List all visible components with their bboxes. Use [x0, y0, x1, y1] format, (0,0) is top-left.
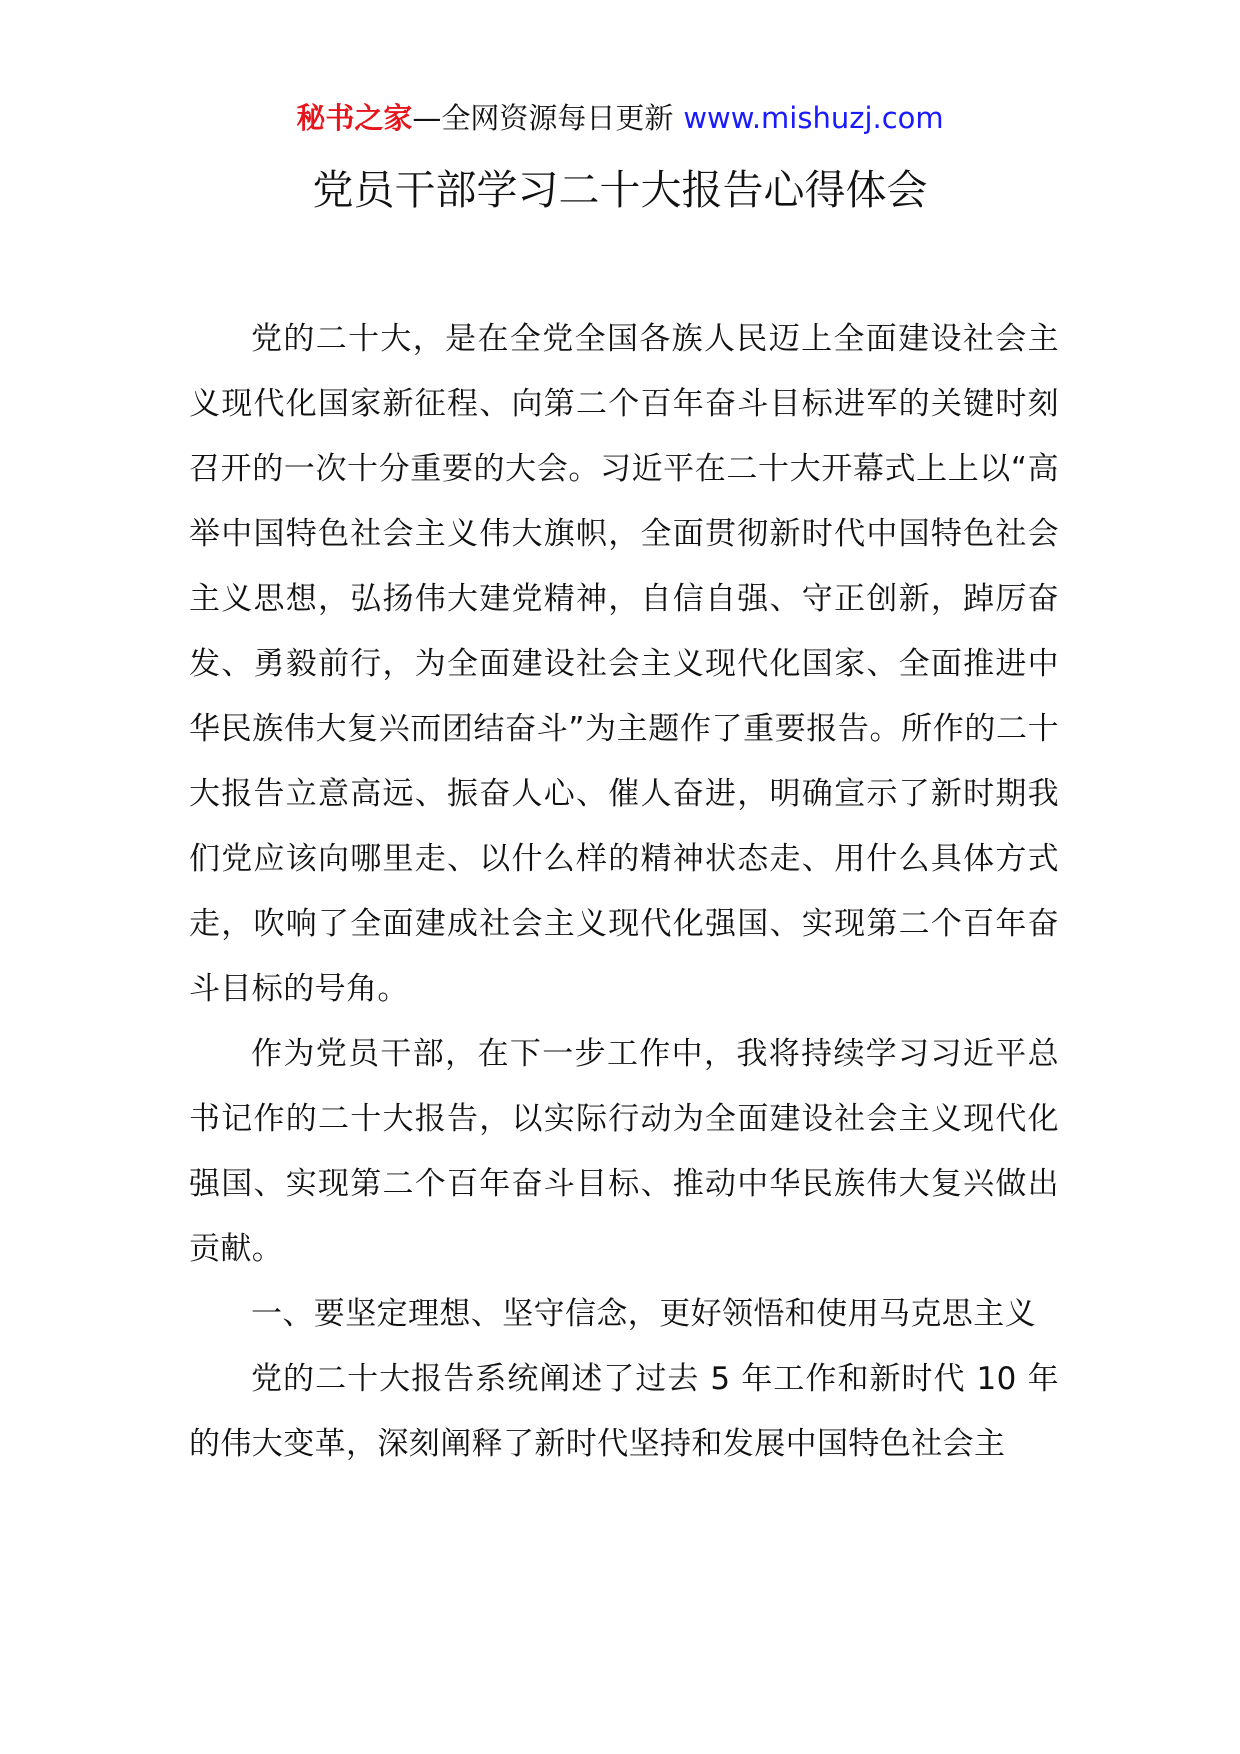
paragraph-section-1: 党的二十大报告系统阐述了过去 5 年工作和新时代 10 年的伟大变革，深刻阐释了新时代坚持和发展中国特色社会主 — [189, 1361, 1059, 1462]
paragraph-commitment: 作为党员干部，在下一步工作中，我将持续学习习近平总书记作的二十大报告，以实际行动为全面建设社会主义现代化强国、实现第二个百年奋斗目标、推动中华民族伟大复兴做出贡献。 — [189, 1036, 1059, 1267]
document-body — [189, 307, 1059, 1477]
document-title: 党员干部学习二十大报告心得体会 — [312, 166, 928, 214]
brand-slogan: —全网资源每日更新 — [412, 101, 674, 135]
paragraph-intro: 党的二十大，是在全党全国各族人民迈上全面建设社会主义现代化国家新征程、向第二个百年奋斗目标进军的关键时刻召开的一次十分重要的大会。习近平在二十大开幕式上上以“高举中国特色社会主义伟大旗帜，全面贯彻新时代中国特色社会主义思想，弘扬伟大建党精神，自信自强、守正创新，踔厉奋发、勇毅前行，为全面建设社会主义现代化国家、全面推进中华民族伟大复兴而团结奋斗”为主题作了重要报告。所作的二十大报告立意高远、振奋人心、催人奋进，明确宣示了新时期我们党应该向哪里走、以什么样的精神状态走、用什么具体方式走，吹响了全面建成社会主义现代化强国、实现第二个百年奋斗目标的号角。 — [189, 321, 1059, 1007]
brand-name: 秘书之家 — [296, 101, 413, 135]
section-heading-1: 一、要坚定理想、坚守信念，更好领悟和使用马克思主义 — [251, 1296, 1036, 1332]
site-url-link[interactable]: www.mishuzj.com — [683, 101, 944, 135]
site-banner — [0, 98, 1240, 138]
